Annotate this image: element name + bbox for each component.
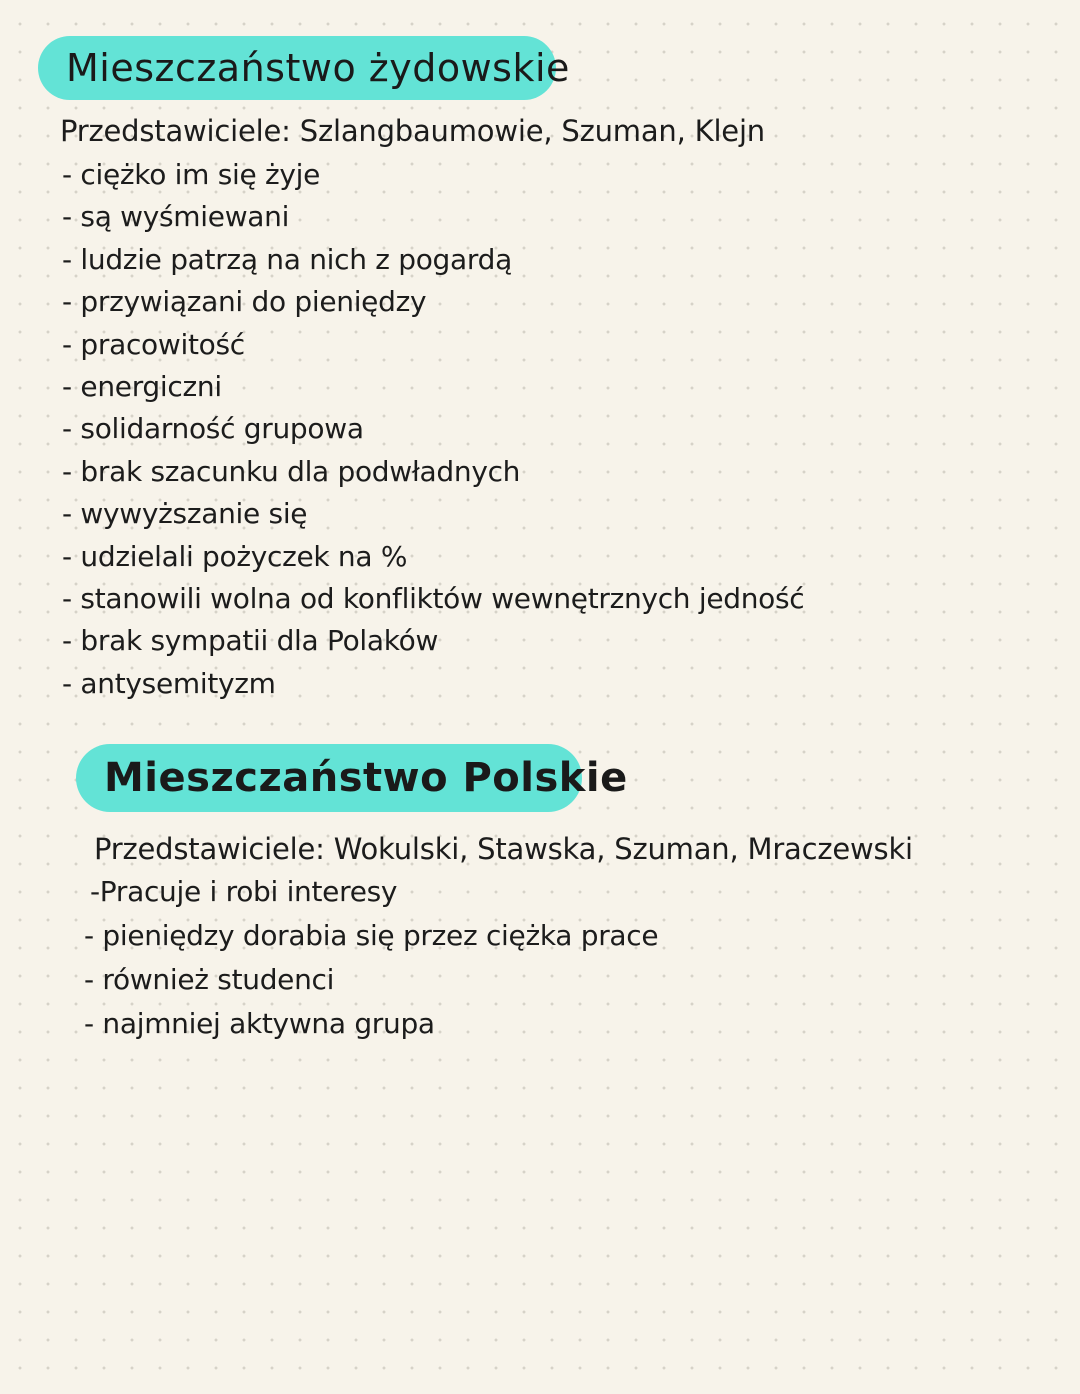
list-item: - wywyższanie się (62, 497, 308, 531)
list-item: - pracowitość (62, 327, 245, 361)
list-item: - stanowili wolna od konfliktów wewnętrznych jedność (62, 582, 805, 616)
trait-list-polish (76, 870, 1036, 1046)
list-item: - również studenci (84, 963, 335, 996)
list-item: - antysemityzm (62, 666, 276, 700)
list-item: - solidarność grupowa (62, 412, 364, 446)
representatives-jewish: Przedstawiciele: Szlangbaumowie, Szuman, Klejn (60, 114, 765, 148)
list-item: - brak sympatii dla Polaków (62, 624, 439, 658)
trait-list-jewish (38, 154, 1018, 705)
list-item: - ludzie patrzą na nich z pogardą (62, 242, 512, 276)
list-item: - energiczni (62, 370, 222, 404)
list-item: -Pracuje i robi interesy (90, 875, 398, 908)
section-heading-jewish: Mieszczaństwo żydowskie (38, 36, 556, 100)
list-item: - ciężko im się żyje (62, 158, 321, 191)
section-polish-bourgeoisie (76, 744, 1036, 1046)
list-item: - pieniędzy dorabia się przez ciężka prace (84, 919, 659, 952)
list-item: - brak szacunku dla podwładnych (62, 454, 521, 488)
list-item: - są wyśmiewani (62, 200, 290, 234)
list-item: - przywiązani do pieniędzy (62, 285, 427, 319)
section-jewish-bourgeoisie (38, 36, 1018, 705)
list-item: - najmniej aktywna grupa (84, 1007, 435, 1040)
list-item: - udzielali pożyczek na % (62, 539, 408, 573)
section-heading-polish: Mieszczaństwo Polskie (76, 744, 582, 812)
representatives-polish: Przedstawiciele: Wokulski, Stawska, Szuman, Mraczewski (94, 832, 913, 866)
